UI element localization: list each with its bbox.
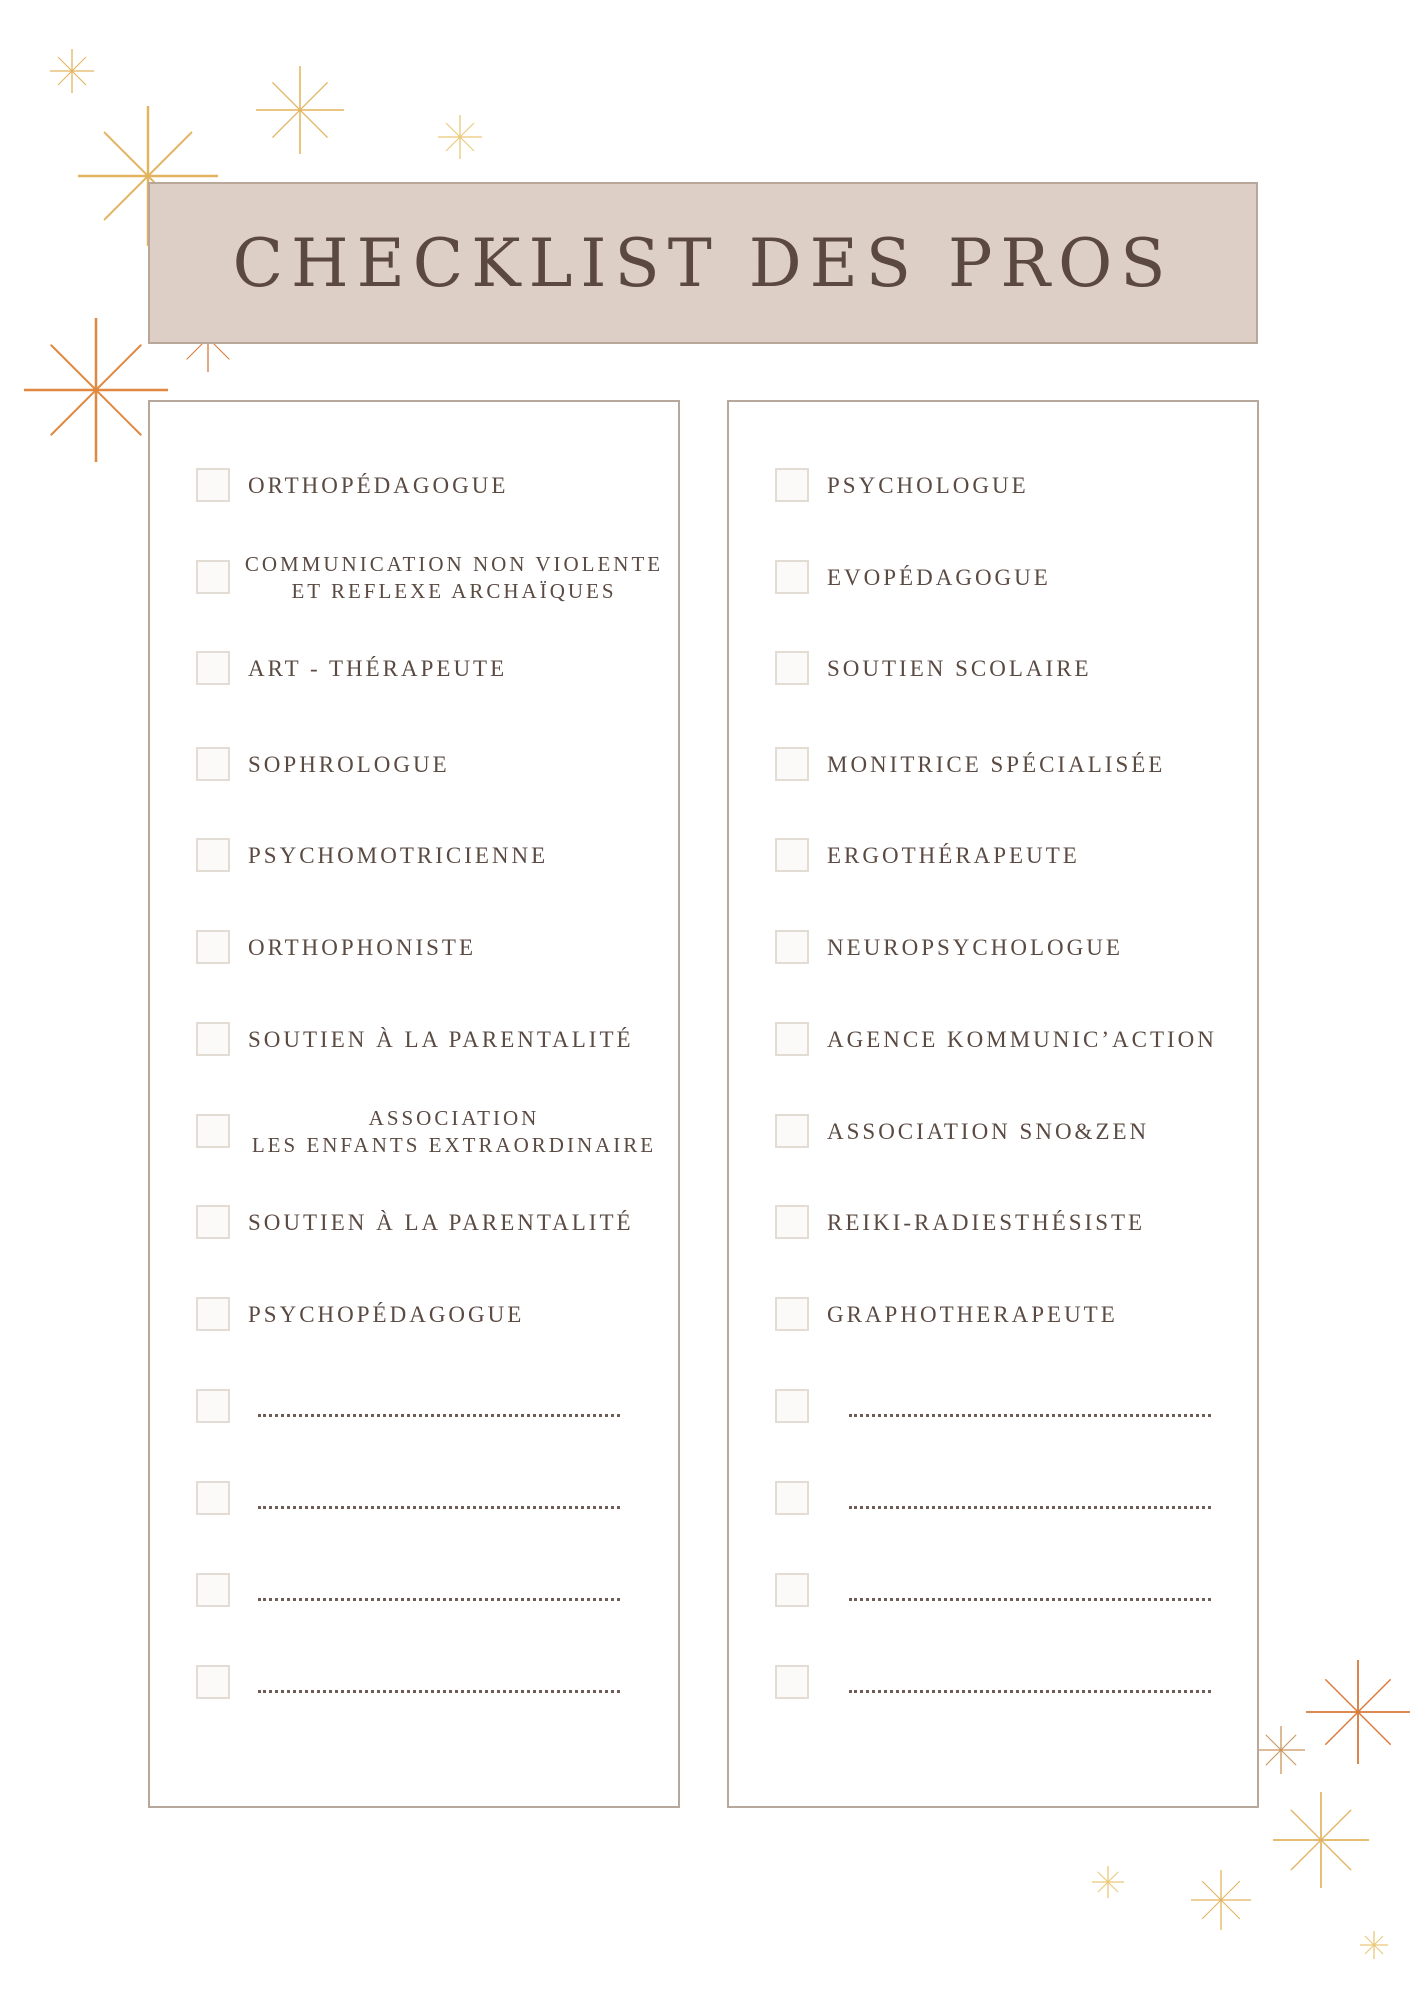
blank-checklist-item	[150, 1367, 678, 1447]
checklist-item-label	[827, 446, 1243, 526]
sparkle-star-icon	[50, 49, 94, 93]
label-line: LES ENFANTS EXTRAORDINAIRE	[251, 1133, 657, 1157]
label-line: GRAPHOTHERAPEUTE	[827, 1302, 1118, 1327]
checklist-item-label	[827, 1092, 1243, 1172]
dotted-write-in-line[interactable]	[258, 1414, 620, 1417]
sparkle-star-icon	[1191, 1870, 1251, 1930]
checklist-item-label	[248, 1183, 664, 1263]
dotted-write-in-line[interactable]	[849, 1506, 1211, 1509]
checkbox[interactable]	[775, 1022, 809, 1056]
sparkle-star-icon	[256, 66, 344, 154]
blank-checklist-item	[729, 1643, 1257, 1723]
checkbox[interactable]	[196, 560, 230, 594]
checklist-item-soutien-a-la-parentalite	[150, 1183, 678, 1263]
checklist-item-label	[248, 446, 664, 526]
checkbox[interactable]	[775, 1665, 809, 1699]
checklist-item-label	[827, 1275, 1243, 1355]
checklist-item-label	[248, 1275, 664, 1355]
label-line: COMMUNICATION NON VIOLENTE	[244, 552, 664, 576]
dotted-write-in-line[interactable]	[258, 1506, 620, 1509]
label-line: PSYCHOLOGUE	[827, 473, 1029, 498]
dotted-write-in-line[interactable]	[258, 1690, 620, 1693]
checkbox[interactable]	[196, 930, 230, 964]
checkbox[interactable]	[775, 838, 809, 872]
checkbox[interactable]	[196, 1205, 230, 1239]
checkbox[interactable]	[196, 651, 230, 685]
label-line: ART - THÉRAPEUTE	[248, 656, 508, 681]
checklist-item-label	[827, 629, 1243, 709]
label-line: ASSOCIATION	[368, 1106, 540, 1130]
sparkle-star-icon	[1257, 1726, 1305, 1774]
blank-checklist-item	[729, 1459, 1257, 1539]
checklist-item-sophrologue	[150, 725, 678, 805]
checklist-item-label	[827, 816, 1243, 896]
checklist-item-label	[240, 538, 668, 618]
checkbox[interactable]	[775, 1389, 809, 1423]
checkbox[interactable]	[196, 1389, 230, 1423]
label-line: SOUTIEN SCOLAIRE	[827, 656, 1092, 681]
checkbox[interactable]	[196, 838, 230, 872]
checkbox[interactable]	[775, 747, 809, 781]
checkbox[interactable]	[775, 468, 809, 502]
checkbox[interactable]	[196, 747, 230, 781]
blank-checklist-item	[150, 1551, 678, 1631]
checklist-item-label	[248, 629, 664, 709]
label-line: EVOPÉDAGOGUE	[827, 565, 1051, 590]
left-checklist-column	[148, 400, 680, 1808]
checklist-item-evopedagogue	[729, 538, 1257, 618]
checklist-item-label	[827, 908, 1243, 988]
checkbox[interactable]	[196, 1297, 230, 1331]
checkbox[interactable]	[775, 1297, 809, 1331]
label-line: ORTHOPÉDAGOGUE	[248, 473, 509, 498]
sparkle-star-icon	[24, 318, 168, 462]
checklist-item-soutien-scolaire	[729, 629, 1257, 709]
checkbox[interactable]	[775, 560, 809, 594]
checkbox[interactable]	[196, 1022, 230, 1056]
sparkle-star-icon	[1306, 1660, 1410, 1764]
checklist-item-psychologue	[729, 446, 1257, 526]
label-line: REIKI-RADIESTHÉSISTE	[827, 1210, 1146, 1235]
right-checklist-column	[727, 400, 1259, 1808]
sparkle-star-icon	[1092, 1866, 1124, 1898]
label-line: AGENCE KOMMUNIC’ACTION	[827, 1027, 1217, 1052]
checklist-item-monitrice-specialisee	[729, 725, 1257, 805]
checklist-item-psychomotricienne	[150, 816, 678, 896]
checklist-item-orthopedagogue	[150, 446, 678, 526]
checklist-item-label	[827, 1183, 1243, 1263]
checkbox[interactable]	[775, 930, 809, 964]
dotted-write-in-line[interactable]	[849, 1690, 1211, 1693]
label-line: ET REFLEXE ARCHAÏQUES	[291, 579, 617, 603]
checklist-item-reiki-radiesthesiste	[729, 1183, 1257, 1263]
label-line: PSYCHOMOTRICIENNE	[248, 843, 549, 868]
checkbox[interactable]	[775, 1481, 809, 1515]
blank-checklist-item	[150, 1643, 678, 1723]
dotted-write-in-line[interactable]	[849, 1414, 1211, 1417]
checklist-item-ergotherapeute	[729, 816, 1257, 896]
checklist-item-psychopedagogue	[150, 1275, 678, 1355]
checklist-item-association-les-enfants-extraordinaire	[150, 1092, 678, 1172]
label-line: PSYCHOPÉDAGOGUE	[248, 1302, 525, 1327]
checklist-item-label	[827, 725, 1243, 805]
checkbox[interactable]	[775, 651, 809, 685]
dotted-write-in-line[interactable]	[258, 1598, 620, 1601]
label-line: NEUROPSYCHOLOGUE	[827, 935, 1123, 960]
label-line: ORTHOPHONISTE	[248, 935, 477, 960]
checkbox[interactable]	[775, 1114, 809, 1148]
checklist-item-graphotherapeute	[729, 1275, 1257, 1355]
dotted-write-in-line[interactable]	[849, 1598, 1211, 1601]
checkbox[interactable]	[196, 468, 230, 502]
checklist-item-label	[248, 816, 664, 896]
checklist-item-label	[240, 1092, 668, 1172]
checklist-item-association-sno-zen	[729, 1092, 1257, 1172]
blank-checklist-item	[729, 1551, 1257, 1631]
label-line: ASSOCIATION SNO&ZEN	[827, 1119, 1150, 1144]
label-line: SOUTIEN À LA PARENTALITÉ	[248, 1027, 634, 1052]
checklist-item-label	[827, 538, 1243, 618]
checkbox[interactable]	[196, 1481, 230, 1515]
checklist-item-orthophoniste	[150, 908, 678, 988]
checklist-item-label	[248, 725, 664, 805]
label-line: SOUTIEN À LA PARENTALITÉ	[248, 1210, 634, 1235]
page-title: CHECKLIST DES PROS	[232, 224, 1174, 302]
checklist-item-label	[248, 908, 664, 988]
checkbox[interactable]	[196, 1665, 230, 1699]
checkbox[interactable]	[775, 1205, 809, 1239]
blank-checklist-item	[729, 1367, 1257, 1447]
sparkle-star-icon	[1273, 1792, 1369, 1888]
sparkle-star-icon	[1360, 1931, 1388, 1959]
checkbox[interactable]	[196, 1114, 230, 1148]
checklist-item-soutien-a-la-parentalite	[150, 1000, 678, 1080]
checkbox[interactable]	[775, 1573, 809, 1607]
checklist-item-label	[248, 1000, 664, 1080]
checklist-item-neuropsychologue	[729, 908, 1257, 988]
checklist-item-communication-non-violente-et-reflexe-archaiques	[150, 538, 678, 618]
sparkle-star-icon	[438, 115, 482, 159]
blank-checklist-item	[150, 1459, 678, 1539]
checklist-item-art-therapeute	[150, 629, 678, 709]
label-line: SOPHROLOGUE	[248, 752, 450, 777]
label-line: ERGOTHÉRAPEUTE	[827, 843, 1080, 868]
checkbox[interactable]	[196, 1573, 230, 1607]
title-band	[148, 182, 1258, 344]
checklist-item-agence-kommunic-action	[729, 1000, 1257, 1080]
label-line: MONITRICE SPÉCIALISÉE	[827, 752, 1166, 777]
checklist-item-label	[827, 1000, 1243, 1080]
